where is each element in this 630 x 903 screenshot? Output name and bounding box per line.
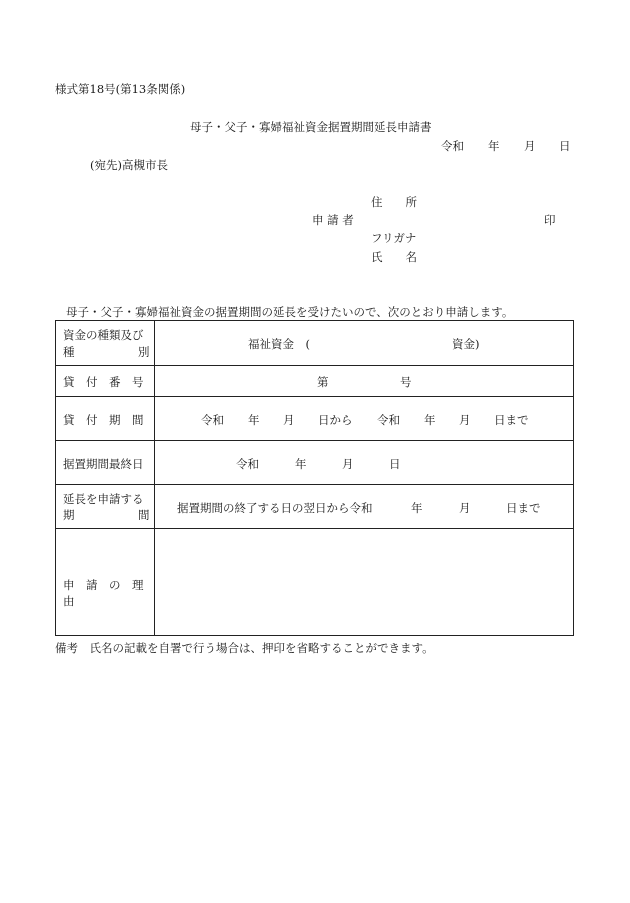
applicant-label: 申 請 者: [312, 213, 354, 227]
loan-period-label: 貸 付 期 間: [63, 413, 144, 427]
furigana-label: フリガナ: [371, 231, 417, 245]
seal-mark: 印: [544, 213, 556, 227]
reason-value-cell[interactable]: [155, 529, 573, 635]
date-era: 令和: [441, 139, 464, 153]
loan-number-value-cell[interactable]: [155, 366, 573, 396]
final-date-label-cell: [56, 441, 155, 484]
loan-period-label-cell: [56, 397, 155, 440]
row-fund-type: [56, 321, 573, 365]
loan-period-day1: 日から: [318, 413, 353, 427]
loan-period-month2: 月: [459, 413, 471, 427]
extension-label-line2b: 間: [138, 508, 150, 522]
final-date-label: 据置期間最終日: [63, 457, 144, 471]
extension-day: 日まで: [506, 501, 541, 515]
extension-label-line2a: 期: [63, 508, 75, 522]
name-label: 氏 名: [371, 250, 417, 264]
loan-number-label: 貸 付 番 号: [63, 375, 144, 389]
fund-type-label-line2a: 種: [63, 345, 75, 359]
loan-period-day2: 日まで: [494, 413, 529, 427]
address-label: 住 所: [371, 195, 417, 209]
fund-type-label-line1: 資金の種類及び: [63, 328, 144, 342]
row-final-date: [56, 440, 573, 484]
loan-number-suffix: 号: [400, 375, 412, 389]
loan-number-label-cell: [56, 366, 155, 396]
fund-type-label-line2b: 別: [138, 345, 150, 359]
application-table: [55, 320, 574, 636]
extension-label-cell: [56, 485, 155, 528]
loan-period-year2: 年: [424, 413, 436, 427]
intro-text: 母子・父子・寡婦福祉資金の据置期間の延長を受けたいので、次のとおり申請します。: [66, 305, 514, 319]
loan-period-era1: 令和: [201, 413, 224, 427]
fund-type-text: 福祉資金 (: [248, 337, 310, 351]
final-date-day: 日: [389, 457, 401, 471]
row-reason: [56, 528, 573, 635]
fund-type-suffix: 資金): [452, 337, 480, 351]
date-month: 月: [524, 139, 536, 153]
fund-type-value-cell[interactable]: [155, 321, 573, 365]
date-year: 年: [488, 139, 500, 153]
reason-label-cell: [56, 529, 155, 635]
final-date-value-cell[interactable]: [155, 441, 573, 484]
fund-type-label-cell: [56, 321, 155, 365]
final-date-era: 令和: [236, 457, 259, 471]
loan-period-value-cell[interactable]: [155, 397, 573, 440]
row-loan-period: [56, 396, 573, 440]
extension-text: 据置期間の終了する日の翌日から令和: [177, 501, 373, 515]
row-loan-number: [56, 365, 573, 396]
form-title: 母子・父子・寡婦福祉資金据置期間延長申請書: [190, 120, 432, 134]
row-extension: [56, 484, 573, 528]
final-date-month: 月: [342, 457, 354, 471]
loan-period-era2: 令和: [377, 413, 400, 427]
extension-label-line1: 延長を申請する: [63, 492, 144, 506]
loan-period-month1: 月: [283, 413, 295, 427]
addressee: (宛先)高槻市長: [90, 158, 168, 172]
footnote: 備考 氏名の記載を自署で行う場合は、押印を省略することができます。: [55, 641, 434, 655]
extension-value-cell[interactable]: [155, 485, 573, 528]
extension-month: 月: [459, 501, 471, 515]
date-day: 日: [559, 139, 571, 153]
loan-number-prefix: 第: [317, 375, 329, 389]
reason-label: 申 請 の 理 由: [63, 578, 155, 608]
form-number: 様式第18号(第13条関係): [55, 82, 186, 96]
loan-period-year1: 年: [248, 413, 260, 427]
final-date-year: 年: [295, 457, 307, 471]
extension-year: 年: [411, 501, 423, 515]
